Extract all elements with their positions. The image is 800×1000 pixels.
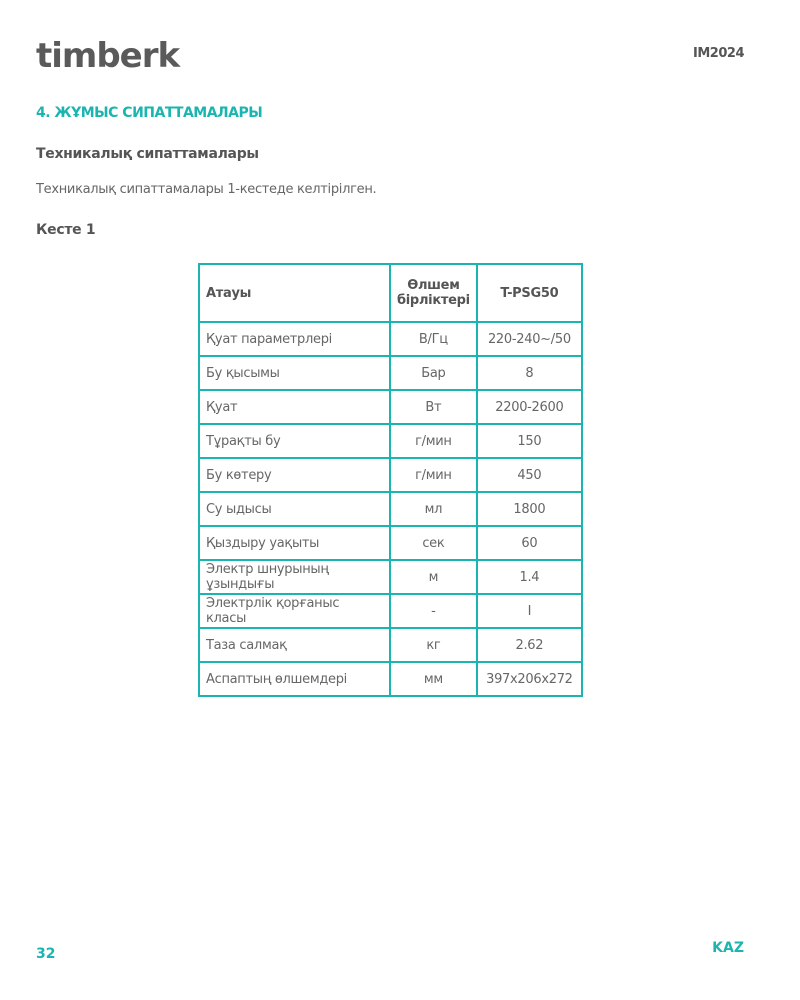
row-value: 220-240~/50	[477, 322, 582, 356]
spec-table	[198, 263, 583, 697]
header-model: T-PSG50	[477, 264, 582, 322]
row-value: 150	[477, 424, 582, 458]
row-unit: сек	[390, 526, 477, 560]
row-unit: мм	[390, 662, 477, 696]
row-value: 60	[477, 526, 582, 560]
table-row	[199, 662, 582, 696]
row-name: Бу көтеру	[199, 458, 390, 492]
row-value: 1800	[477, 492, 582, 526]
language-label: KAZ	[712, 940, 744, 956]
row-value: 450	[477, 458, 582, 492]
row-unit: -	[390, 594, 477, 628]
table-row	[199, 560, 582, 594]
row-name: Бу қысымы	[199, 356, 390, 390]
section-title: 4. ЖҰМЫС СИПАТТАМАЛАРЫ	[36, 105, 263, 121]
row-name: Қуат параметрлері	[199, 322, 390, 356]
row-name: Электрлік қорғаныс класы	[199, 594, 390, 628]
row-unit: г/мин	[390, 424, 477, 458]
table-row	[199, 492, 582, 526]
row-name: Тұрақты бу	[199, 424, 390, 458]
row-unit: В/Гц	[390, 322, 477, 356]
table-body	[199, 322, 582, 696]
table-caption: Кесте 1	[36, 222, 96, 238]
row-value: I	[477, 594, 582, 628]
model-code: IM2024	[693, 46, 744, 61]
row-name: Қыздыру уақыты	[199, 526, 390, 560]
row-unit: кг	[390, 628, 477, 662]
table-row	[199, 526, 582, 560]
row-value: 397x206x272	[477, 662, 582, 696]
header-unit: Өлшем бірліктері	[390, 264, 477, 322]
table-row	[199, 594, 582, 628]
table-header-row	[199, 264, 582, 322]
table-row	[199, 322, 582, 356]
table-row	[199, 390, 582, 424]
header-name: Атауы	[199, 264, 390, 322]
page-number: 32	[36, 946, 56, 962]
table-row	[199, 356, 582, 390]
row-unit: мл	[390, 492, 477, 526]
table-row	[199, 424, 582, 458]
row-value: 2.62	[477, 628, 582, 662]
intro-text: Техникалық сипаттамалары 1-кестеде келтірілген.	[36, 182, 377, 197]
row-name: Су ыдысы	[199, 492, 390, 526]
subheading: Техникалық сипаттамалары	[36, 146, 259, 162]
row-value: 1.4	[477, 560, 582, 594]
row-value: 2200-2600	[477, 390, 582, 424]
row-name: Аспаптың өлшемдері	[199, 662, 390, 696]
row-unit: Вт	[390, 390, 477, 424]
row-unit: Бар	[390, 356, 477, 390]
row-name: Қуат	[199, 390, 390, 424]
row-value: 8	[477, 356, 582, 390]
row-name: Таза салмақ	[199, 628, 390, 662]
table-row	[199, 458, 582, 492]
table-row	[199, 628, 582, 662]
row-unit: м	[390, 560, 477, 594]
row-unit: г/мин	[390, 458, 477, 492]
timberk-logo: timberk	[36, 36, 180, 76]
row-name: Электр шнурының ұзындығы	[199, 560, 390, 594]
